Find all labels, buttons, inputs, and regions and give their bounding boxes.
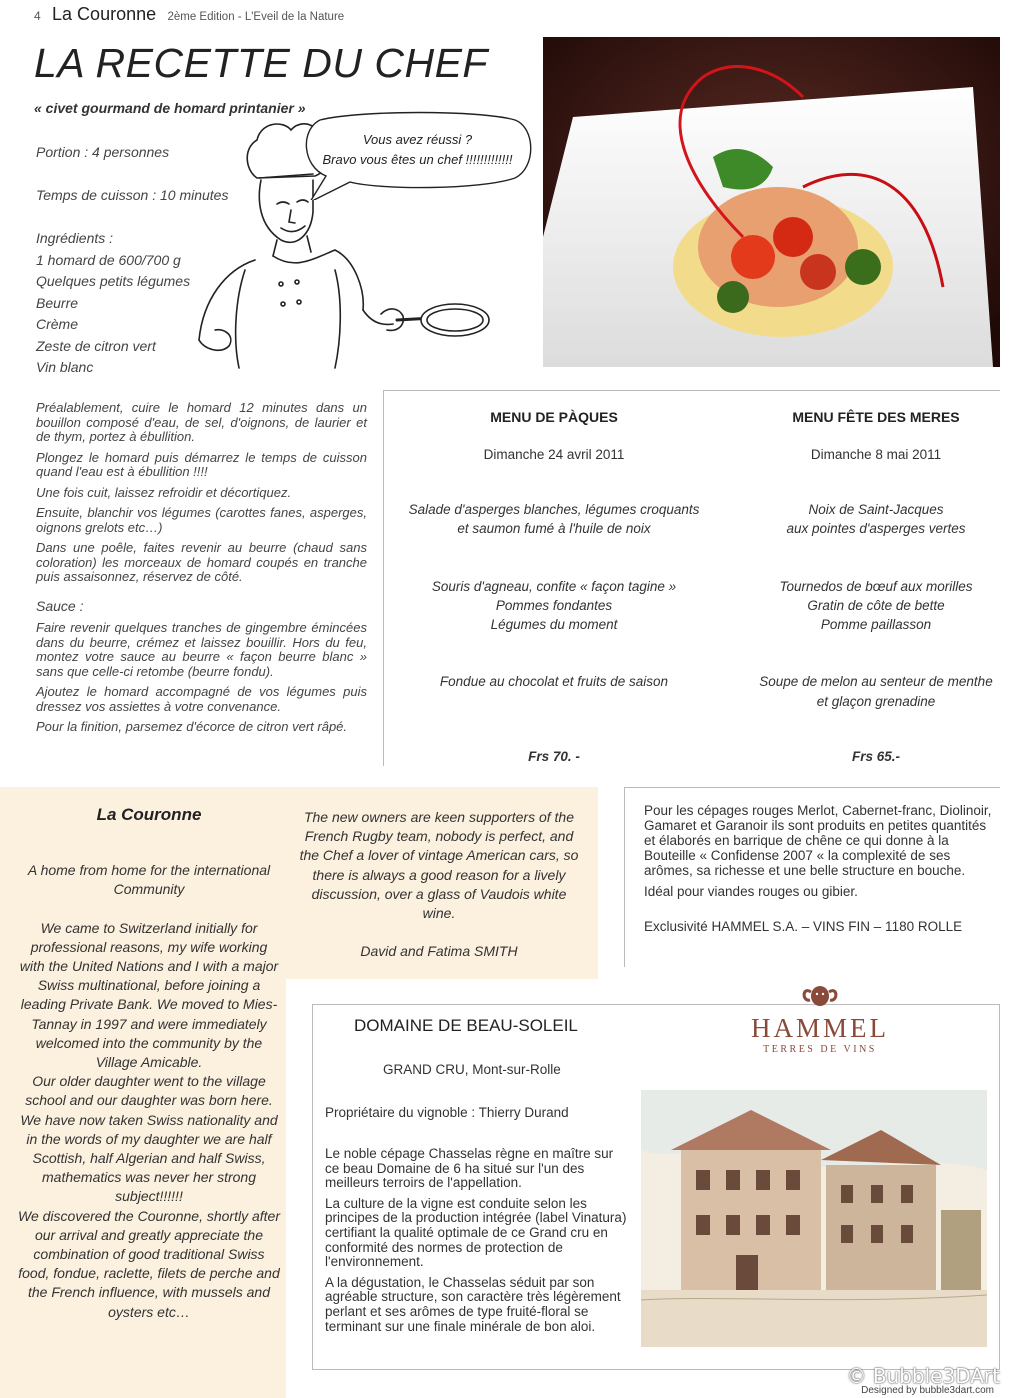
speech-line-2: Bravo vous êtes un chef !!!!!!!!!!!!! — [322, 152, 513, 167]
dish-line: Gratin de côte de bette — [807, 597, 945, 613]
lobster-dish-photo — [543, 37, 1000, 367]
header-brand: La Couronne — [52, 4, 157, 24]
menus-section — [383, 390, 1000, 766]
method-step: Dans une poêle, faites revenir au beurre (chaud sans coloration) les morceaux de homard coupés en tranche puis assaisonnez, réservez de côté. — [36, 540, 367, 584]
domaine-paragraph: Le noble cépage Chasselas règne en maître sur ce beau Domaine de 6 ha situé sur l'un des meilleurs terroirs de l'appellation. — [325, 1146, 614, 1191]
dish-line: Soupe de melon au senteur de menthe — [759, 674, 993, 690]
recipe-method — [36, 401, 367, 741]
ingredient-item: Zeste de citron vert — [36, 337, 156, 354]
menu-date: Dimanche 8 mai 2011 — [810, 447, 942, 462]
method-step: Plongez le homard puis démarrez le temps de cuisson quand l'eau est à ébullition !!!! — [36, 449, 367, 479]
dish-line: Souris d'agneau, confite « façon tagine » — [431, 578, 677, 594]
domaine-paragraph: La culture de la vigne est conduite selon les principes de la production intégrée (label Vinatura) certifiant la qualité optimale de ce Grand cru en conformité des normes de protection de l'environnement. — [325, 1195, 627, 1270]
domaine-owner: Propriétaire du vignoble : Thierry Durand — [325, 1105, 569, 1120]
testimonial-signature: David and Fatima SMITH — [360, 943, 518, 960]
menu-date: Dimanche 24 avril 2011 — [483, 447, 625, 462]
domaine-title: DOMAINE DE BEAU-SOLEIL — [354, 1016, 578, 1035]
header-edition: 2ème Edition - L'Eveil de la Nature — [167, 11, 345, 23]
method-step: Une fois cuit, laissez refroidir et décortiquez. — [36, 484, 292, 500]
menu-main — [711, 577, 1024, 635]
portion-text: Portion : 4 personnes — [36, 144, 170, 160]
dish-line: et glaçon grenadine — [816, 693, 936, 709]
domaine-paragraph: A la dégustation, le Chasselas séduit par son agréable structure, son caractère très légèrement perlant et ses arômes de type fruité-floral se terminant sur une finale minérale de bon aloi. — [325, 1274, 621, 1334]
menu-paques — [389, 409, 719, 764]
ingredient-item: Vin blanc — [36, 359, 94, 375]
recipe-subtitle: « civet gourmand de homard printanier » — [34, 100, 306, 116]
dish-line: Tournedos de bœuf aux morilles — [779, 578, 973, 594]
sauce-step: Ajoutez le homard accompagné de vos légumes puis dressez vos assiettes à votre convenance. — [36, 684, 367, 714]
dish-line: Salade d'asperges blanches, légumes croquants — [408, 502, 700, 517]
ram-head-icon — [800, 982, 840, 1008]
hammel-exclusivity: Exclusivité HAMMEL S.A. – VINS FIN – 1180 ROLLE — [644, 919, 963, 934]
dish-line: et saumon fumé à l'huile de noix — [457, 521, 651, 537]
speech-line-1: Vous avez réussi ? — [362, 132, 473, 147]
sauce-step: Pour la finition, parsemez d'écorce de citron vert râpé. — [36, 719, 348, 734]
testimonial-right — [298, 808, 580, 961]
testimonial-paragraph: Our older daughter went to the village school and our daughter was born here. — [25, 1073, 273, 1109]
hammel-text — [644, 803, 994, 940]
testimonial-paragraph: We discovered the Couronne, shortly after our arrival and greatly appreciate the combination of good traditional Swiss food, fondue, raclette, filets de perche and the French influence, with mussels and oysters etc… — [18, 1207, 280, 1320]
menu-price: Frs 65.- — [851, 749, 901, 765]
testimonial-paragraph: The new owners are keen supporters of the French Rugby team, nobody is perfect, and the Chef a lover of vintage American cars, so there is always a good reason for a lively discussion, over a glass of Vaudois white wine. — [299, 809, 579, 922]
menu-starter — [711, 500, 1024, 539]
page-number: 4 — [34, 9, 41, 23]
hammel-logo-name: HAMMEL — [751, 1013, 889, 1043]
menu-title: MENU DE PÀQUES — [490, 409, 618, 425]
testimonial-paragraph: We have now taken Swiss nationality and in the words of my daughter we are half Scottish, half Algerian and half Swiss, mathematics was never her strong subject!!!!!! — [20, 1111, 278, 1205]
ingredient-item: Quelques petits légumes — [36, 273, 191, 289]
testimonial-title: La Couronne — [96, 805, 202, 824]
hammel-logo — [735, 982, 905, 1055]
menu-price: Frs 70. - — [528, 749, 580, 765]
menu-dessert — [389, 672, 719, 711]
menu-title: MENU FÊTE DES MERES — [792, 409, 960, 425]
domaine-subtitle: GRAND CRU, Mont-sur-Rolle — [383, 1062, 561, 1077]
testimonial-paragraph: We came to Switzerland initially for professional reasons, my wife working with the United Nations and I with a major Swiss multinational, before joining a leading Private Bank. We moved to Mies-Tannay in 1997 and were immediately welcomed into the community by the Village Amicable. — [19, 919, 279, 1071]
hammel-logo-tagline: TERRES DE VINS — [763, 1044, 877, 1055]
dish-line: Légumes du moment — [490, 617, 618, 633]
domaine-body — [325, 1147, 630, 1340]
method-step: Ensuite, blanchir vos légumes (carottes fanes, asperges, oignons grelots etc…) — [36, 505, 367, 535]
sauce-step: Faire revenir quelques tranches de gingembre émincées dans du beurre, crémez et laissez bouillir. Hors du feu, montez votre sauce au beurre « façon beurre blanc » sans que celle-ci retombe (beurre fondu). — [36, 620, 367, 679]
menu-main — [389, 577, 719, 635]
testimonial-left — [18, 805, 280, 1322]
ingredient-item: Crème — [36, 316, 79, 332]
hammel-paragraph: Pour les cépages rouges Merlot, Cabernet-franc, Diolinoir, Gamaret et Garanoir ils sont produits en petites quantités et élaborés en barrique de chêne ce qui donne à la Bouteille « Confidense 2007 « la complexité de ses arômes, sa richesse et une belle structure en bouche. — [644, 803, 992, 878]
page-header — [34, 4, 344, 25]
hammel-paragraph: Idéal pour viandes rouges ou gibier. — [644, 884, 858, 899]
designed-by: Designed by bubble3dart.com — [861, 1385, 994, 1396]
testimonial-paragraph: A home from home for the international Community — [27, 862, 271, 898]
speech-bubble — [300, 110, 535, 200]
cooking-time-text: Temps de cuisson : 10 minutes — [36, 187, 229, 203]
menu-dessert — [711, 672, 1024, 711]
dish-line: aux pointes d'asperges vertes — [786, 521, 966, 537]
menu-fete-des-meres — [711, 409, 1024, 764]
village-watercolor — [641, 1090, 987, 1347]
dish-line: Pommes fondantes — [495, 597, 613, 613]
dish-line: Fondue au chocolat et fruits de saison — [439, 674, 669, 690]
watermark: © Bubble3DArt — [846, 1364, 1000, 1388]
method-step: Préalablement, cuire le homard 12 minutes dans un bouillon composé d'eau, de sel, d'oignons, de laurier et de thym, portez à ébullition. — [36, 400, 367, 444]
sauce-heading: Sauce : — [36, 597, 84, 614]
dish-line: Noix de Saint-Jacques — [808, 502, 944, 517]
dish-line: Pomme paillasson — [820, 617, 932, 633]
menu-starter — [389, 500, 719, 539]
ingredients-heading: Ingrédients : — [36, 230, 114, 246]
ingredient-item: 1 homard de 600/700 g — [36, 251, 181, 268]
ingredient-item: Beurre — [36, 294, 79, 311]
recipe-title: LA RECETTE DU CHEF — [34, 40, 488, 86]
